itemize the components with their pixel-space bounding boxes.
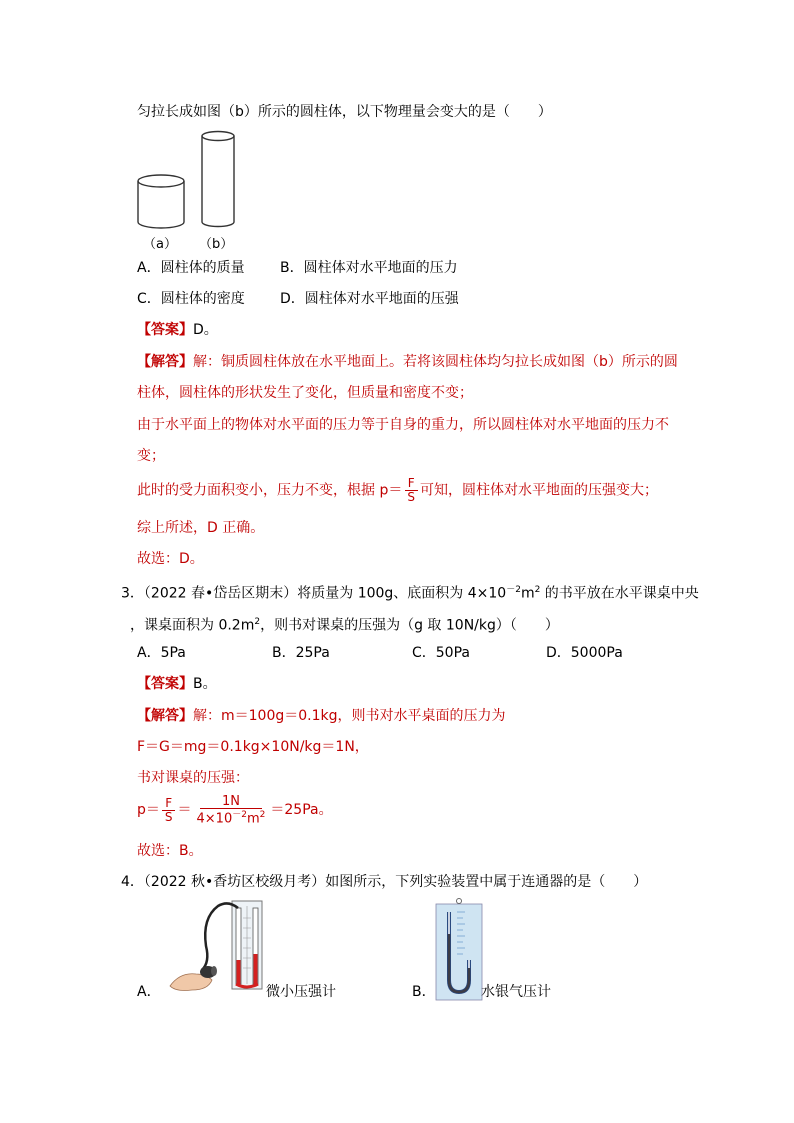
den-exp2: 2 <box>259 809 266 820</box>
q2-stem-tail: 匀拉长成如图（b）所示的圆柱体，以下物理量会变大的是（ ） <box>137 104 552 120</box>
explain-tag: 【解答】 <box>137 354 193 370</box>
fraction-denominator: S <box>164 809 173 824</box>
q3-stem-line-1 <box>121 580 699 604</box>
q3-option-b: B．25Pa <box>272 645 330 661</box>
q3-stem-exp: －2 <box>506 585 521 595</box>
fraction-numerator: F <box>162 797 175 811</box>
formula-eq: ＝ <box>177 802 192 818</box>
q4-option-b-caption: 水银气压计 <box>481 984 551 1000</box>
q3-answer <box>137 674 217 694</box>
q4-option-b-letter: B． <box>412 984 436 1000</box>
q4-stem: 4．（2022 秋•香坊区校级月考）如图所示，下列实验装置中属于连通器的是（ ） <box>121 874 648 890</box>
pressure-fraction <box>404 477 418 504</box>
q3-option-a: A．5Pa <box>137 645 186 661</box>
q4-option-a-caption: 微小压强计 <box>266 984 336 1000</box>
answer-value: D。 <box>193 322 218 338</box>
formula-fraction-1 <box>162 797 176 824</box>
q2-option-c: C．圆柱体的密度 <box>137 291 245 307</box>
micro-pressure-gauge-image <box>162 898 266 994</box>
q3-choice: 故选：B。 <box>137 843 203 859</box>
q3-stem-line-2 <box>130 612 559 636</box>
q3-formula <box>137 793 333 827</box>
q2-explain-line-2: 柱体，圆柱体的形状发生了变化，但质量和密度不变； <box>137 385 473 401</box>
explain-tag: 【解答】 <box>137 708 193 724</box>
q2-option-b: B．圆柱体对水平地面的压力 <box>280 260 458 276</box>
q2-answer <box>137 320 218 340</box>
answer-tag: 【答案】 <box>137 676 193 692</box>
formula-result: ＝25Pa。 <box>270 802 333 818</box>
explain-line5-pre: 此时的受力面积变小，压力不变，根据 p＝ <box>137 482 403 499</box>
q2-explain-line-4: 变； <box>137 448 165 464</box>
q3-explain-line-2: F＝G＝mg＝0.1kg×10N/kg＝1N， <box>137 739 369 755</box>
fraction-numerator: 1N <box>200 795 262 809</box>
q2-option-a: A．圆柱体的质量 <box>137 260 245 276</box>
figure-label-b: （b） <box>199 237 234 252</box>
q3-stem-post: 的书平放在水平课桌中央 <box>540 585 699 602</box>
mercury-barometer-image <box>435 898 483 1002</box>
explain-line5-post: 可知，圆柱体对水平地面的压强变大； <box>419 482 658 499</box>
q2-explain-line-1 <box>137 352 678 372</box>
q3-stem2-pre: ，课桌面积为 0.2m <box>130 617 255 634</box>
q3-option-c: C．50Pa <box>412 645 470 661</box>
den-base: 4×10 <box>196 811 233 827</box>
answer-tag: 【答案】 <box>137 322 193 338</box>
q2-option-d: D．圆柱体对水平地面的压强 <box>280 291 459 307</box>
den-unit: m <box>246 811 260 827</box>
figure-label-a: （a） <box>143 237 177 252</box>
q3-stem2-post: ，则书对课桌的压强为（g 取 10N/kg）（ ） <box>260 617 559 634</box>
q3-option-d: D．5000Pa <box>546 645 623 661</box>
cylinder-a <box>138 175 184 228</box>
q3-explain-line-1 <box>137 706 506 726</box>
q2-choice: 故选：D。 <box>137 551 204 567</box>
q4-option-a-letter: A． <box>137 984 161 1000</box>
q3-stem-unit: m <box>520 585 535 602</box>
explain-text: 解：m＝100g＝0.1kg，则书对水平桌面的压力为 <box>193 708 506 724</box>
fraction-denominator <box>194 809 269 825</box>
q2-explain-line-3: 由于水平面上的物体对水平面的压力等于自身的重力，所以圆柱体对水平地面的压力不 <box>137 417 669 433</box>
q3-stem-pre: 3．（2022 春•岱岳区期末）将质量为 100g、底面积为 4×10 <box>121 585 507 602</box>
fraction-numerator: F <box>405 477 418 491</box>
q2-explain-line-5 <box>137 477 658 504</box>
formula-fraction-2 <box>194 795 269 825</box>
formula-p: p＝ <box>137 802 160 818</box>
den-exp: －2 <box>232 809 247 820</box>
cylinder-b <box>202 132 234 227</box>
explain-text: 解：铜质圆柱体放在水平地面上。若将该圆柱体均匀拉长成如图（b）所示的圆 <box>193 354 678 370</box>
q2-explain-line-6: 综上所述，D 正确。 <box>137 520 265 536</box>
q3-stem-exp2: 2 <box>534 585 541 595</box>
fraction-denominator: S <box>407 490 415 504</box>
q3-stem2-exp: 2 <box>254 617 261 627</box>
q3-explain-line-3: 书对课桌的压强： <box>137 770 249 786</box>
cylinders-figure <box>134 130 246 230</box>
answer-value: B。 <box>193 676 217 692</box>
